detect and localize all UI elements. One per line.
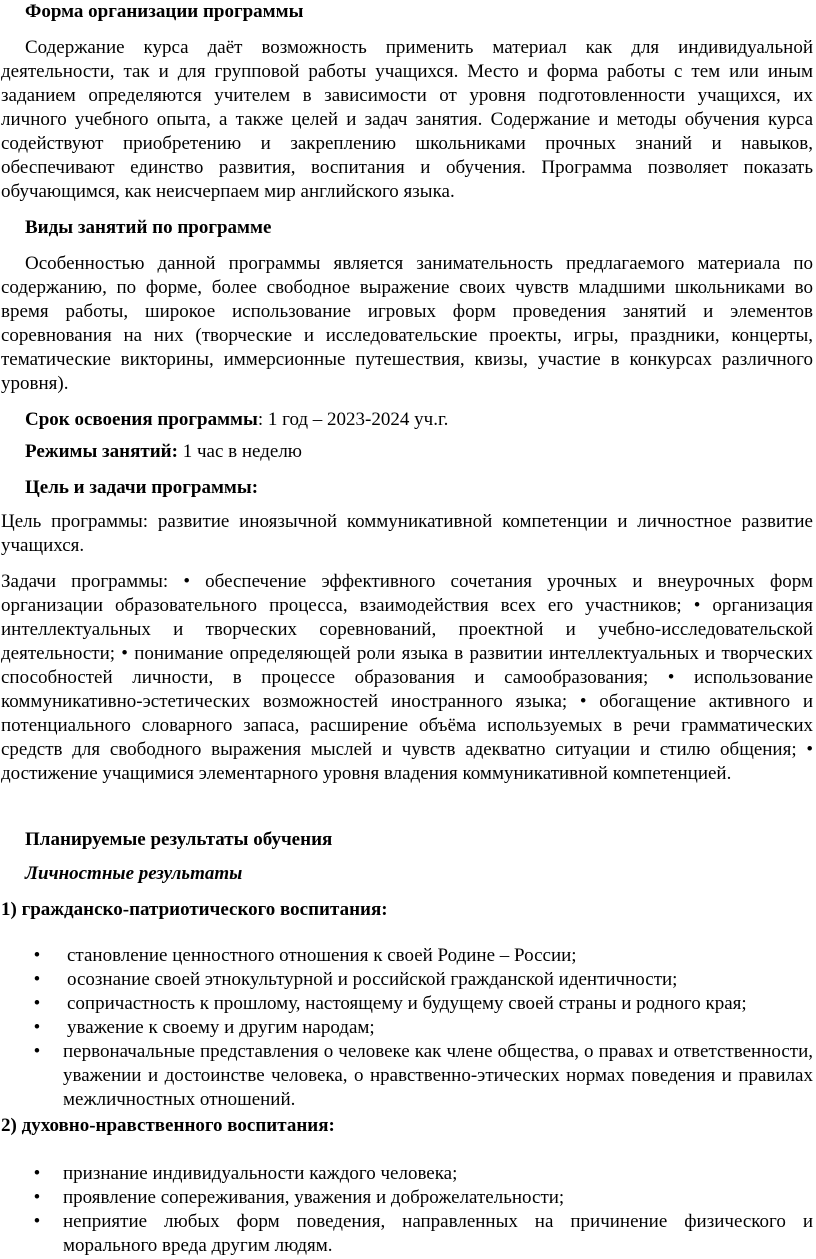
bullet-icon: •: [33, 1017, 41, 1038]
bullet-icon: •: [33, 945, 41, 966]
moral-education-title: 2) духовно-нравственного воспитания:: [1, 1115, 335, 1136]
civic-education-list: [1, 944, 813, 1112]
bullet-icon: •: [33, 969, 41, 990]
list-item: • сопричастность к прошлому, настоящему и будущему своей страны и родного края;: [1, 992, 813, 1016]
types-paragraph: Особенностью данной программы является занимательность предлагаемого материала по содержанию, по форме, более свободное выражение своих чувств младшими школьниками во время работы, широкое использование игровых форм проведения занятий и элементов соревнования на них (творческие и исследовательские проекты, игры, праздники, концерты, тематические викторины, иммерсионные путешествия, квизы, участие в конкурсах различного уровня).: [1, 253, 813, 394]
civic-education-title: 1) гражданско-патриотического воспитания:: [1, 899, 388, 920]
mode-label: Режимы занятий:: [25, 441, 178, 462]
form-title: Форма организации программы: [25, 1, 304, 22]
personal-results-title: Личностные результаты: [25, 863, 243, 884]
bullet-icon: •: [33, 1187, 41, 1208]
term-value: : 1 год – 2023-2024 уч.г.: [257, 409, 449, 430]
list-item: • проявление сопереживания, уважения и доброжелательности;: [1, 1186, 813, 1210]
list-item: • неприятие любых форм поведения, направленных на причинение физического и морального вреда другим людям.: [1, 1210, 813, 1258]
results-title: Планируемые результаты обучения: [25, 829, 333, 850]
list-item: • первоначальные представления о человеке как члене общества, о правах и ответственности, уважении и достоинстве человека, о нравственно-этических нормах поведения и правилах межличностных отношений.: [1, 1040, 813, 1112]
tasks-paragraph: Задачи программы: • обеспечение эффективного сочетания урочных и внеурочных форм организации образовательного процесса, взаимодействия всех его участников; • организация интеллектуальных и творческих соревнований, проектной и учебно-исследовательской деятельности; • понимание определяющей роли языка в развитии интеллектуальных и творческих способностей личности, в процессе образования и самообразования; • использование коммуникативно-эстетических возможностей иностранного языка; • обогащение активного и потенциального словарного запаса, расширение объёма используемых в речи грамматических средств для свободного выражения мыслей и чувств адекватно ситуации и стилю общения; • достижение учащимися элементарного уровня владения коммуникативной компетенцией.: [1, 571, 813, 784]
bullet-icon: •: [33, 1211, 41, 1232]
mode-value: 1 час в неделю: [177, 441, 302, 462]
form-paragraph: Содержание курса даёт возможность применить материал как для индивидуальной деятельности, так и для групповой работы учащихся. Место и форма работы с тем или иным заданием определяются учителем в зависимости от уровня подготовленности учащихся, их личного учебного опыта, а также целей и задач занятия. Содержание и методы обучения курса содействуют приобретению и закреплению школьниками прочных знаний и навыков, обеспечивают единство развития, воспитания и обучения. Программа позволяет показать обучающимся, как неисчерпаем мир английского языка.: [1, 37, 813, 202]
types-title: Виды занятий по программе: [25, 217, 272, 238]
goals-title: Цель и задачи программы:: [25, 477, 259, 498]
list-item: • становление ценностного отношения к своей Родине – России;: [1, 944, 813, 968]
term-line: [1, 408, 813, 432]
list-item: • уважение к своему и другим народам;: [1, 1016, 813, 1040]
list-item: • осознание своей этнокультурной и российской гражданской идентичности;: [1, 968, 813, 992]
goal-paragraph: Цель программы: развитие иноязычной коммуникативной компетенции и личностное развитие учащихся.: [1, 511, 813, 556]
bullet-icon: •: [33, 1041, 41, 1062]
bullet-icon: •: [33, 993, 41, 1014]
list-item: • признание индивидуальности каждого человека;: [1, 1162, 813, 1186]
term-label: Срок освоения программы: [25, 409, 258, 430]
mode-line: [1, 440, 813, 464]
moral-education-list: [1, 1162, 813, 1258]
bullet-icon: •: [33, 1163, 41, 1184]
